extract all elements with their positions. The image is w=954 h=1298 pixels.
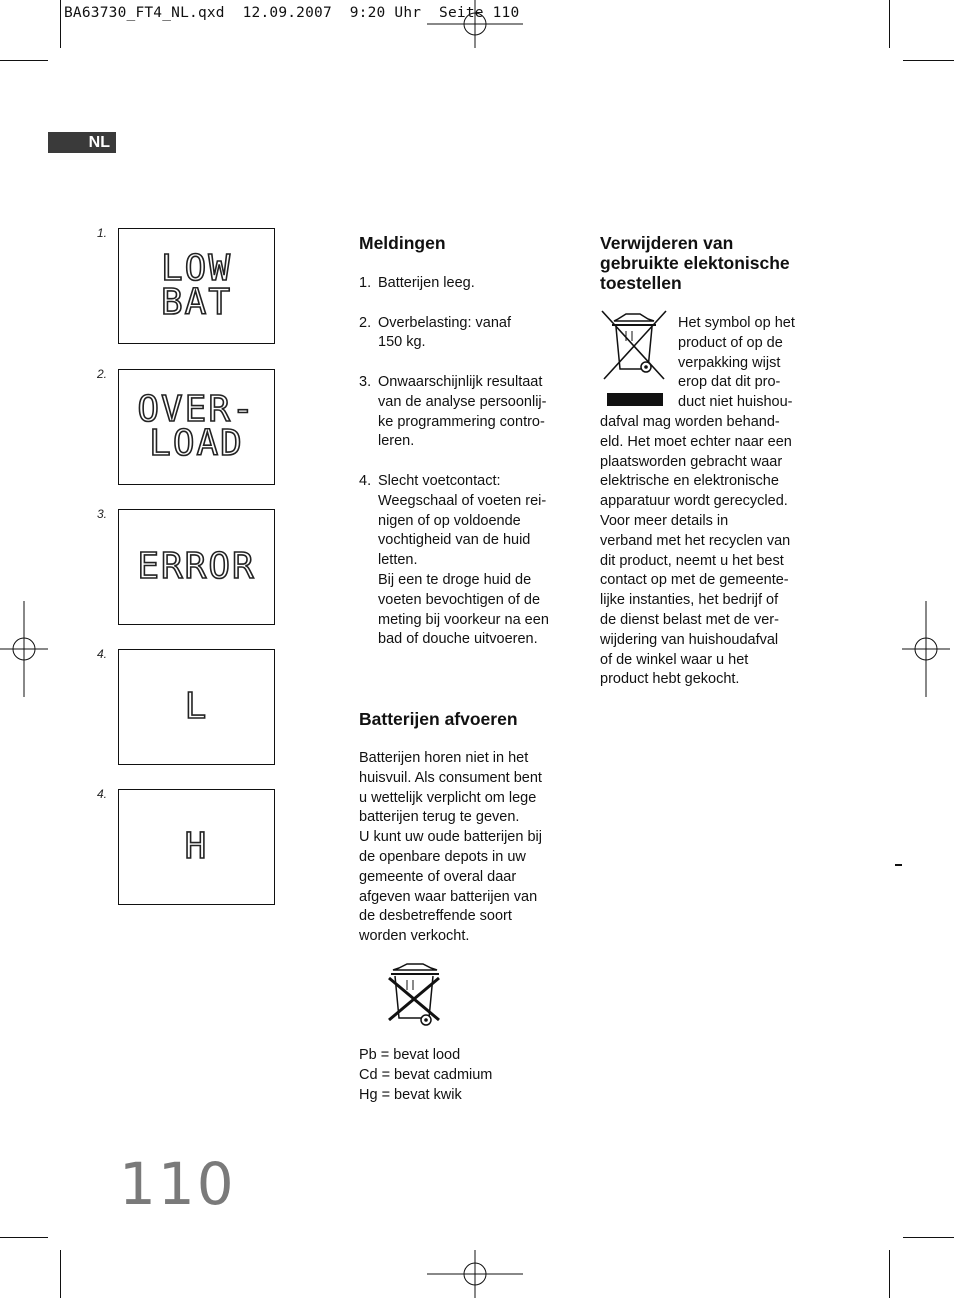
display-text: L [184, 686, 209, 727]
display-low [118, 649, 275, 765]
display-label: 3. [97, 507, 108, 521]
display-high [118, 789, 275, 905]
weee-text: dafval mag worden behand- eld. Het moet echter naar een plaatsworden gebracht waar elektrische en elektronische apparatuur wordt gerecycled. Voor meer details in verband met het recyclen van dit product, neemt u het best contact op met de gemeente- lijke instanties, het bedrijf of de dienst belast met de ver- wijdering van huishoudafval of de winkel waar u het product hebt gekocht. [600, 414, 792, 688]
weee-crossed-bin-icon [600, 309, 670, 409]
registration-mark-top-icon [427, 0, 523, 48]
display-text: BAT [160, 282, 233, 323]
language-badge: NL [48, 132, 116, 153]
list-item: 2. Overbelasting: vanaf 150 kg. [359, 314, 511, 351]
list-item: 4. Slecht voetcontact: Weegschaal of voeten rei- nigen of op voldoende vochtigheid van de huid letten. Bij een te droge huid de voeten bevochtigen of de meting bij voorkeur na een bad of douche uitvoeren. [359, 472, 549, 648]
legend-hg: Hg = bevat kwik [359, 1086, 462, 1103]
display-text: LOW [160, 248, 233, 289]
legend-cd: Cd = bevat cadmium [359, 1066, 493, 1083]
display-label: 2. [97, 367, 108, 381]
registration-mark-left-icon [0, 601, 48, 697]
display-label: 4. [97, 647, 108, 661]
verwijderen-heading: Verwijderen van gebruikte elektonische toestellen [600, 233, 790, 293]
meldingen-heading: Meldingen [359, 233, 446, 253]
display-text: OVER- [137, 389, 256, 430]
legend-pb: Pb = bevat lood [359, 1047, 461, 1063]
list-item: 1. Batterijen leeg. [359, 275, 475, 291]
display-text: ERROR [137, 546, 256, 587]
battery-crossed-bin-icon [385, 960, 445, 1030]
batterijen-text: Batterijen horen niet in het huisvuil. Als consument bent u wettelijk verplicht om lege batterijen terug te geven. U kunt uw oude batterijen bij de openbare depots in uw gemeente of overal daar afgeven waar batterijen van de desbetreffende soort worden verkocht. [359, 750, 542, 945]
registration-mark-right-icon [902, 601, 950, 697]
list-item: 3. Onwaarschijnlijk resultaat van de analyse persoonlij- ke programmering contro- leren. [359, 373, 547, 450]
weee-text-beside-icon: Het symbol op het product of op de verpakking wijst erop dat dit pro- duct niet huishou- [678, 315, 795, 411]
meldingen-list [359, 274, 574, 650]
display-low-bat [118, 228, 275, 344]
display-overload [118, 369, 275, 485]
page-number: 110 [119, 1150, 236, 1218]
display-text: H [184, 826, 209, 867]
battery-legend [359, 1046, 574, 1105]
print-header: BA63730_FT4_NL.qxd 12.09.2007 9:20 Uhr Seite 110 [64, 5, 520, 21]
registration-mark-bottom-icon [427, 1250, 523, 1298]
display-text: LOAD [149, 423, 244, 464]
display-label: 4. [97, 787, 108, 801]
display-label: 1. [97, 226, 108, 240]
display-error [118, 509, 275, 625]
batterijen-heading: Batterijen afvoeren [359, 709, 518, 729]
